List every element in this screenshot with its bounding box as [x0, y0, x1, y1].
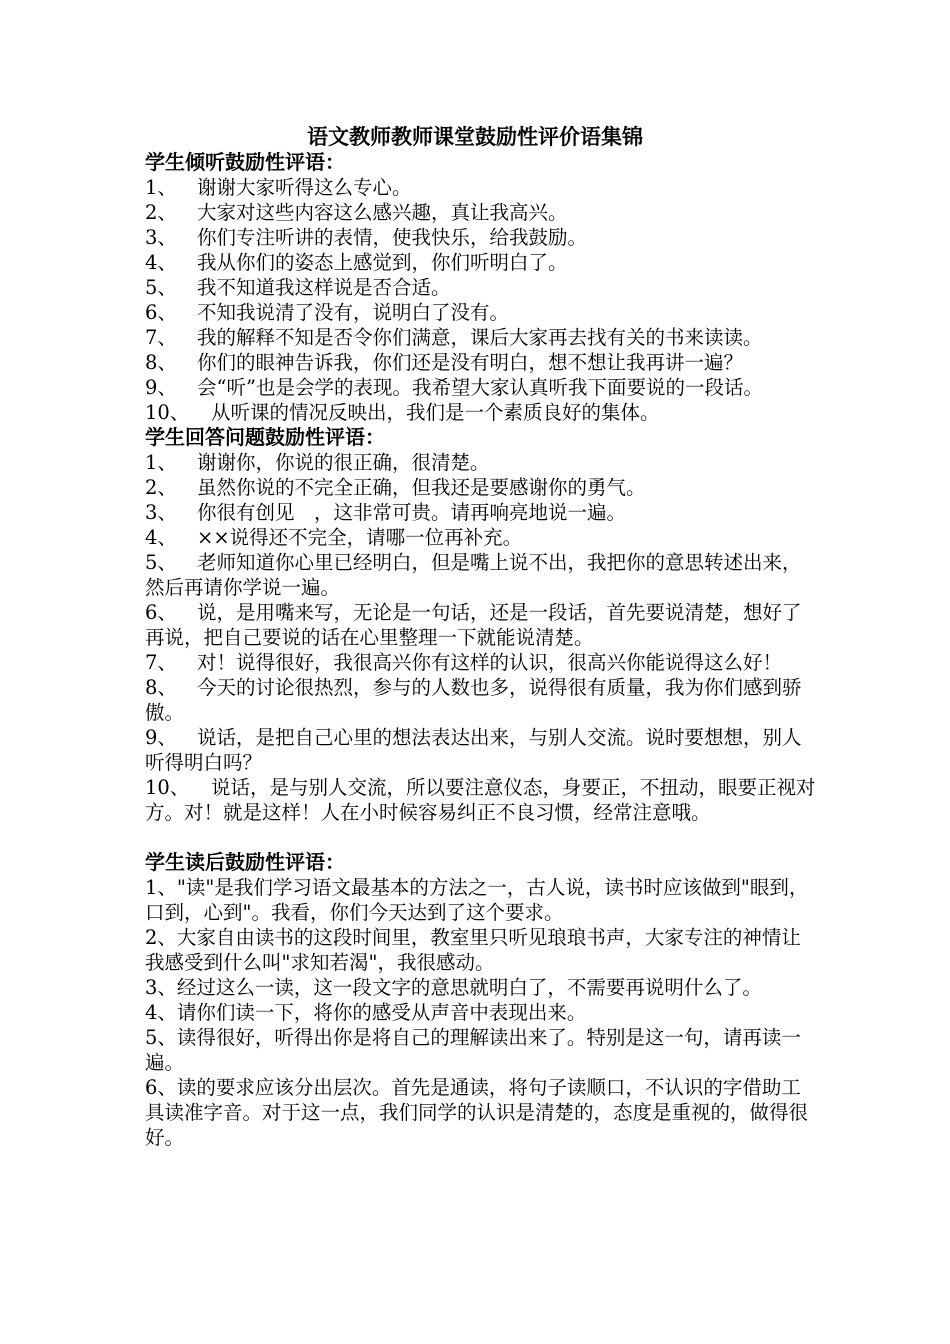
item-text: 我不知道我这样说是否合适。	[197, 276, 451, 299]
item-number: 5、	[145, 276, 177, 299]
list-item	[145, 775, 817, 825]
item-text: 读得很好，听得出你是将自己的理解读出来了。特别是这一句，请再读一遍。	[145, 1026, 801, 1074]
list-item	[145, 375, 817, 400]
item-number: 2、	[145, 476, 177, 499]
item-number: 4、	[145, 1001, 177, 1024]
item-text: 你很有创见 ，这非常可贵。请再响亮地说一遍。	[197, 501, 627, 524]
list-item	[145, 675, 817, 725]
section-heading-listening: 学生倾听鼓励性评语：	[145, 150, 345, 174]
document-body	[145, 150, 817, 1150]
document-title: 语文教师教师课堂鼓励性评价语集锦	[307, 124, 643, 149]
item-number: 6、	[145, 1076, 177, 1099]
list-item	[145, 600, 817, 650]
item-text: 虽然你说的不完全正确，但我还是要感谢你的勇气。	[197, 476, 646, 499]
list-item	[145, 550, 817, 600]
list-item	[145, 975, 817, 1000]
item-number: 7、	[145, 326, 177, 349]
list-item	[145, 650, 817, 675]
list-item	[145, 925, 817, 975]
item-number: 9、	[145, 726, 177, 749]
list-item	[145, 725, 817, 775]
item-text: 对！说得很好，我很高兴你有这样的认识，很高兴你能说得这么好！	[197, 651, 783, 674]
list-item	[145, 400, 817, 425]
item-number: 10、	[145, 401, 190, 424]
item-text: 我的解释不知是否令你们满意，课后大家再去找有关的书来读读。	[197, 326, 763, 349]
list-item	[145, 250, 817, 275]
item-text: 大家对这些内容这么感兴趣，真让我高兴。	[197, 201, 568, 224]
item-text: 说话，是把自己心里的想法表达出来，与别人交流。说时要想想，别人听得明白吗？	[145, 726, 802, 774]
item-text: 不知我说清了没有，说明白了没有。	[197, 301, 510, 324]
section-heading-answering: 学生回答问题鼓励性评语：	[145, 425, 385, 449]
item-number: 10、	[145, 776, 190, 799]
item-number: 5、	[145, 1026, 177, 1049]
item-number: 1、	[145, 176, 177, 199]
item-number: 9、	[145, 376, 177, 399]
item-text: 说，是用嘴来写，无论是一句话，还是一段话，首先要说清楚，想好了再说，把自己要说的话在心里整理一下就能说清楚。	[145, 601, 802, 649]
item-number: 6、	[145, 301, 177, 324]
item-text: 老师知道你心里已经明白，但是嘴上说不出，我把你的意思转述出来，然后再请你学说一遍。	[145, 551, 802, 599]
item-text: 今天的讨论很热烈，参与的人数也多，说得很有质量，我为你们感到骄傲。	[145, 676, 802, 724]
item-text: 我从你们的姿态上感觉到，你们听明白了。	[197, 251, 568, 274]
item-text: 你们的眼神告诉我，你们还是没有明白，想不想让我再讲一遍？	[197, 351, 744, 374]
item-text: 谢谢你，你说的很正确，很清楚。	[197, 451, 490, 474]
list-item	[145, 175, 817, 200]
item-text: 请你们读一下，将你的感受从声音中表现出来。	[176, 1001, 587, 1024]
list-item	[145, 300, 817, 325]
list-item	[145, 1075, 817, 1150]
list-item	[145, 450, 817, 475]
list-item	[145, 350, 817, 375]
list-item	[145, 1000, 817, 1025]
list-item	[145, 200, 817, 225]
list-item	[145, 475, 817, 500]
section-heading-reading: 学生读后鼓励性评语：	[145, 850, 345, 874]
item-number: 2、	[145, 926, 177, 949]
item-number: 8、	[145, 676, 177, 699]
item-text: ××说得还不完全，请哪一位再补充。	[197, 526, 523, 549]
item-number: 3、	[145, 976, 177, 999]
list-item	[145, 275, 817, 300]
item-text: "读"是我们学习语文最基本的方法之一，古人说，读书时应该做到"眼到，口到，心到"。我看，你们今天达到了这个要求。	[145, 876, 809, 924]
list-item	[145, 325, 817, 350]
item-text: 读的要求应该分出层次。首先是通读，将句子读顺口，不认识的字借助工具读准字音。对于这一点，我们同学的认识是清楚的，态度是重视的，做得很好。	[145, 1076, 809, 1149]
item-number: 8、	[145, 351, 177, 374]
item-text: 说话，是与别人交流，所以要注意仪态，身要正，不扭动，眼要正视对方。对！就是这样！人在小时候容易纠正不良习惯，经常注意哦。	[145, 776, 816, 824]
item-number: 3、	[145, 226, 177, 249]
item-number: 2、	[145, 201, 177, 224]
list-item	[145, 500, 817, 525]
list-item	[145, 875, 817, 925]
item-number: 6、	[145, 601, 177, 624]
item-number: 1、	[145, 876, 177, 899]
item-text: 会“听”也是会学的表现。我希望大家认真听我下面要说的一段话。	[197, 376, 763, 399]
blank-line	[145, 825, 817, 850]
list-item	[145, 225, 817, 250]
list-item	[145, 1025, 817, 1075]
item-number: 1、	[145, 451, 177, 474]
item-number: 5、	[145, 551, 177, 574]
item-number: 3、	[145, 501, 177, 524]
item-number: 7、	[145, 651, 177, 674]
item-number: 4、	[145, 526, 177, 549]
item-text: 谢谢大家听得这么专心。	[197, 176, 412, 199]
item-number: 4、	[145, 251, 177, 274]
item-text: 你们专注听讲的表情，使我快乐，给我鼓励。	[197, 226, 588, 249]
item-text: 经过这么一读，这一段文字的意思就明白了，不需要再说明什么了。	[176, 976, 762, 999]
item-text: 大家自由读书的这段时间里，教室里只听见琅琅书声，大家专注的神情让我感受到什么叫"求知若渴"，我很感动。	[145, 926, 801, 974]
list-item	[145, 525, 817, 550]
item-text: 从听课的情况反映出，我们是一个素质良好的集体。	[211, 401, 660, 424]
